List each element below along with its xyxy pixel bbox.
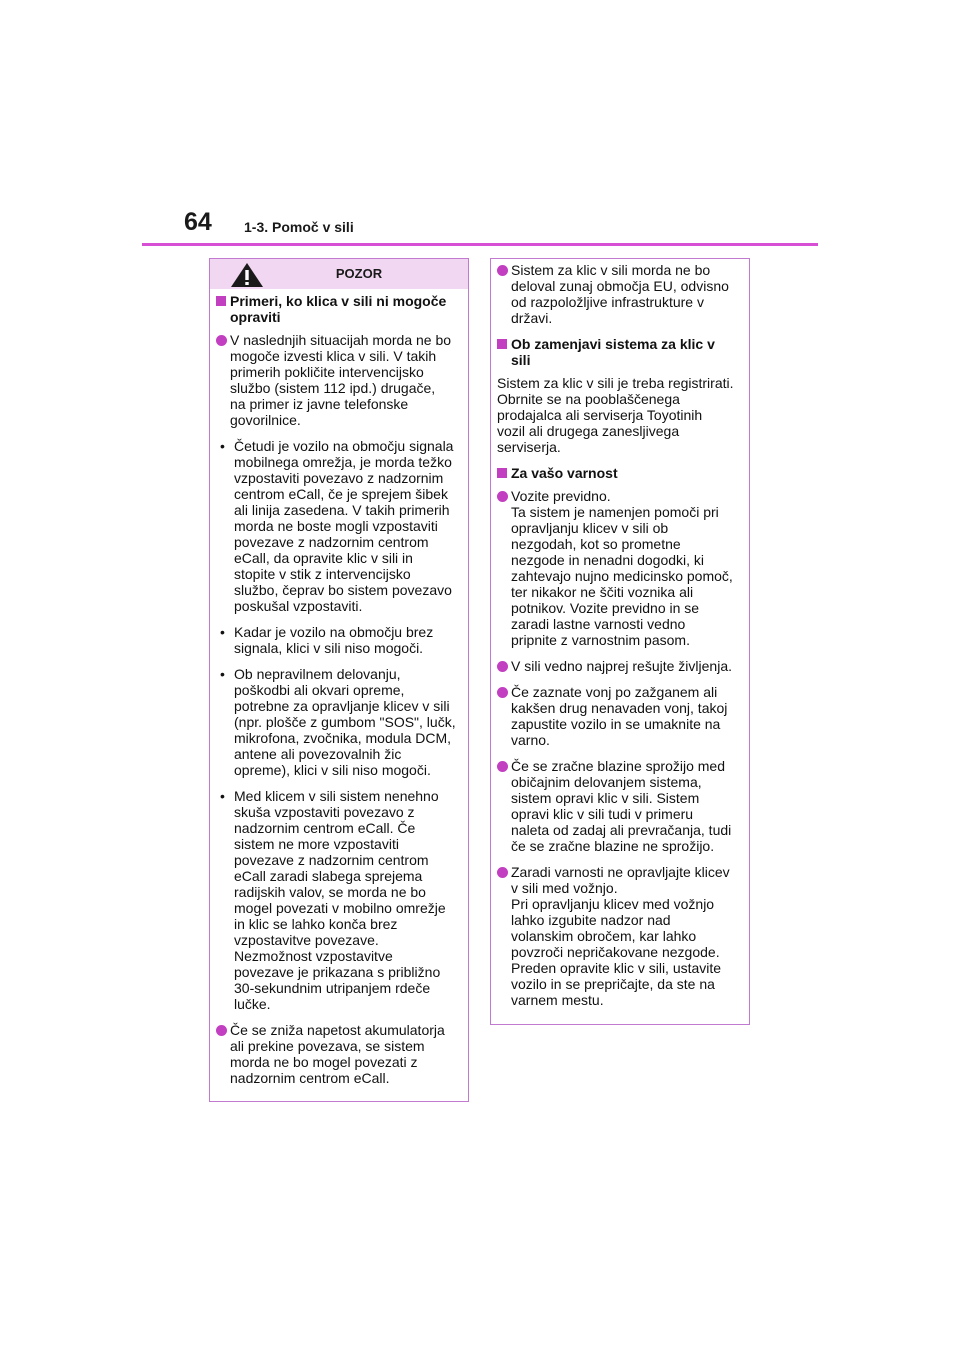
text-line: Če se zračne blazine sprožijo med — [511, 758, 725, 774]
text-line: Ta sistem je namenjen pomoči pri — [511, 504, 719, 520]
text-block — [511, 684, 741, 748]
text-line: nadzornim centrom eCall. Če — [234, 820, 416, 836]
caution-bullet-2 — [216, 1022, 460, 1086]
text-line: sistem opravi klic v sili. Sistem — [511, 790, 700, 806]
text-line: antene ali povezovalnih žic — [234, 746, 402, 762]
text-line: od razpoložljive infrastrukture v — [511, 294, 704, 310]
square-bullet-icon — [497, 339, 507, 349]
text-line: poškodbi ali okvari opreme, — [234, 682, 405, 698]
section-title: 1-3. Pomoč v sili — [244, 219, 354, 235]
text-line: službo (sistem 112 ipd.) drugače, — [230, 380, 436, 396]
round-bullet-icon — [216, 1025, 227, 1036]
text-line: mogoče izvesti klica v sili. V takih — [230, 348, 437, 364]
text-line: ali linija zasedena. V takih primerih — [234, 502, 450, 518]
text-block — [234, 624, 460, 656]
text-line: mogel povezati v mobilno omrežje — [234, 900, 446, 916]
text-line: varno. — [511, 732, 550, 748]
text-line: stopite v stik z intervencijsko — [234, 566, 411, 582]
text-line: Če se zniža napetost akumulatorja — [230, 1022, 445, 1038]
text-block — [230, 1022, 460, 1086]
sub-bullet-mark: • — [220, 666, 225, 682]
text-line: zapustite vozilo in se umaknite na — [511, 716, 721, 732]
text-line: govorilnice. — [230, 412, 301, 428]
text-line: lučke. — [234, 996, 271, 1012]
text-line: če se zračne blazine ne sprožijo. — [511, 838, 715, 854]
caution-sub-item-4 — [216, 788, 460, 1012]
round-bullet-icon — [497, 867, 508, 878]
warning-triangle-icon — [230, 262, 264, 288]
text-line: ter nikakor ne ščiti voznika ali — [511, 584, 694, 600]
text-line: deloval zunaj območja EU, odvisno — [511, 278, 729, 294]
text-block — [511, 488, 741, 648]
text-line: Kadar je vozilo na območju brez — [234, 624, 434, 640]
text-line: Če zaznate vonj po zažganem ali — [511, 684, 718, 700]
right-heading-1 — [497, 336, 741, 368]
text-line: serviserja. — [497, 439, 561, 455]
text-block — [497, 375, 741, 455]
round-bullet-icon — [497, 491, 508, 502]
caution-sub-item-3 — [216, 666, 460, 778]
right-bullet-6 — [497, 864, 741, 1008]
right-bullet-5 — [497, 758, 741, 854]
text-line: Vozite previdno. — [511, 488, 611, 504]
right-bullet-1 — [497, 262, 741, 326]
text-block — [234, 666, 460, 778]
text-block — [511, 658, 741, 674]
text-line: skuša vzpostaviti povezavo z — [234, 804, 415, 820]
text-line: radijskih valov, se morda ne bo — [234, 884, 426, 900]
caution-sub-item-2 — [216, 624, 460, 656]
text-line: 30-sekundnim utripanjem rdeče — [234, 980, 431, 996]
right-bullet-4 — [497, 684, 741, 748]
text-line: nezgodah, kot so prometne — [511, 536, 681, 552]
text-line: (npr. plošče z gumbom "SOS", lučk, — [234, 714, 456, 730]
text-line: potnikov. Vozite previdno in se — [511, 600, 700, 616]
text-line: zahtevajo nujno medicinsko pomoč, — [511, 568, 733, 584]
page-number: 64 — [184, 208, 212, 236]
text-block — [511, 864, 741, 1008]
text-line: običajnim delovanjem sistema, — [511, 774, 702, 790]
caution-sub-item-1 — [216, 438, 460, 614]
text-line: centrom eCall, če je sprejem šibek — [234, 486, 448, 502]
text-line: Za vašo varnost — [511, 465, 618, 481]
right-heading-2 — [497, 465, 741, 481]
text-line: varnem mestu. — [511, 992, 604, 1008]
text-line: zaradi lastne varnosti vedno — [511, 616, 686, 632]
text-line: povezave z nadzornim centrom — [234, 852, 429, 868]
caution-heading — [216, 293, 460, 325]
text-line: ali prekine povezava, se sistem — [230, 1038, 425, 1054]
round-bullet-icon — [497, 761, 508, 772]
text-line: mikrofona, zvočnika, modula DCM, — [234, 730, 452, 746]
text-line: Četudi je vozilo na območju signala — [234, 438, 454, 454]
text-line: vzpostavitve povezave. — [234, 932, 379, 948]
text-line: vozil ali drugega zanesljivega — [497, 423, 680, 439]
text-line: mobilnega omrežja, je morda težko — [234, 454, 452, 470]
text-block — [234, 788, 460, 1012]
caution-box — [209, 258, 469, 1102]
caution-label: POZOR — [335, 266, 383, 281]
continued-box — [490, 258, 750, 1025]
text-line: lahko izgubite nadzor nad — [511, 912, 671, 928]
text-block — [511, 262, 741, 326]
text-line: sistem ne more vzpostaviti — [234, 836, 399, 852]
text-line: Pri opravljanju klicev med vožnjo — [511, 896, 715, 912]
sub-bullet-mark: • — [220, 438, 225, 454]
round-bullet-icon — [497, 687, 508, 698]
text-line: povezave z nadzornim centrom — [234, 534, 429, 550]
round-bullet-icon — [216, 335, 227, 346]
text-line: službo, čeprav bo sistem povezavo — [234, 582, 452, 598]
text-line: opreme), klici v sili niso mogoči. — [234, 762, 431, 778]
right-bullet-2 — [497, 488, 741, 648]
text-line: Zaradi varnosti ne opravljajte klicev — [511, 864, 730, 880]
caution-header — [210, 259, 468, 289]
text-line: sili — [511, 352, 531, 368]
text-block — [511, 336, 741, 368]
text-line: državi. — [511, 310, 553, 326]
text-line: signala, klici v sili niso mogoči. — [234, 640, 424, 656]
text-line: kakšen drug nenavaden vonj, takoj — [511, 700, 728, 716]
text-line: morda ne boste mogli vzpostaviti — [234, 518, 438, 534]
sub-bullet-mark: • — [220, 624, 225, 640]
text-line: naleta od zadaj ali prevračanja, tudi — [511, 822, 732, 838]
caution-bullet-1 — [216, 332, 460, 428]
text-block — [234, 438, 460, 614]
text-line: pripnite z varnostnim pasom. — [511, 632, 690, 648]
text-line: na primer iz javne telefonske — [230, 396, 409, 412]
text-line: Preden opravite klic v sili, ustavite — [511, 960, 722, 976]
text-block — [230, 293, 460, 325]
text-line: poskušal vzpostaviti. — [234, 598, 363, 614]
round-bullet-icon — [497, 265, 508, 276]
right-paragraph-1 — [497, 375, 741, 455]
text-line: potrebne za opravljanje klicev v sili — [234, 698, 450, 714]
text-line: Obrnite se na pooblaščenega — [497, 391, 680, 407]
square-bullet-icon — [216, 296, 226, 306]
sub-bullet-mark: • — [220, 788, 225, 804]
text-line: eCall, da opravite klic v sili in — [234, 550, 413, 566]
text-block — [511, 758, 741, 854]
round-bullet-icon — [497, 661, 508, 672]
text-line: primerih pokličite intervencijsko — [230, 364, 424, 380]
text-line: eCall zaradi slabega sprejema — [234, 868, 423, 884]
text-line: Med klicem v sili sistem nenehno — [234, 788, 439, 804]
right-bullet-3 — [497, 658, 741, 674]
text-line: povezave je prikazana s približno — [234, 964, 441, 980]
text-line: vozilo in se prepričajte, da ste na — [511, 976, 715, 992]
text-line: Nezmožnost vzpostavitve — [234, 948, 393, 964]
header-rule — [142, 243, 818, 246]
text-line: vzpostaviti povezavo z nadzornim — [234, 470, 444, 486]
text-line: Primeri, ko klica v sili ni mogoče — [230, 293, 447, 309]
text-line: nadzornim centrom eCall. — [230, 1070, 390, 1086]
text-line: Sistem za klic v sili je treba registrirati. — [497, 375, 734, 391]
text-line: Ob nepravilnem delovanju, — [234, 666, 401, 682]
text-block — [230, 332, 460, 428]
text-line: povzroči nepričakovane nezgode. — [511, 944, 720, 960]
text-line: v sili med vožnjo. — [511, 880, 618, 896]
text-line: morda ne bo mogel povezati z — [230, 1054, 418, 1070]
text-line: volanskim obročem, kar lahko — [511, 928, 697, 944]
text-line: Ob zamenjavi sistema za klic v — [511, 336, 715, 352]
text-line: nezgode in nenadni dogodki, ki — [511, 552, 705, 568]
text-line: V sili vedno najprej rešujte življenja. — [511, 658, 732, 674]
text-line: opraviti — [230, 309, 281, 325]
square-bullet-icon — [497, 468, 507, 478]
text-line: in klic se lahko konča brez — [234, 916, 398, 932]
text-line: opravi klic v sili tudi v primeru — [511, 806, 694, 822]
text-block — [511, 465, 741, 481]
text-line: opravljanju klicev v sili ob — [511, 520, 669, 536]
text-line: prodajalca ali serviserja Toyotinih — [497, 407, 703, 423]
text-line: Sistem za klic v sili morda ne bo — [511, 262, 711, 278]
text-line: V naslednjih situacijah morda ne bo — [230, 332, 452, 348]
